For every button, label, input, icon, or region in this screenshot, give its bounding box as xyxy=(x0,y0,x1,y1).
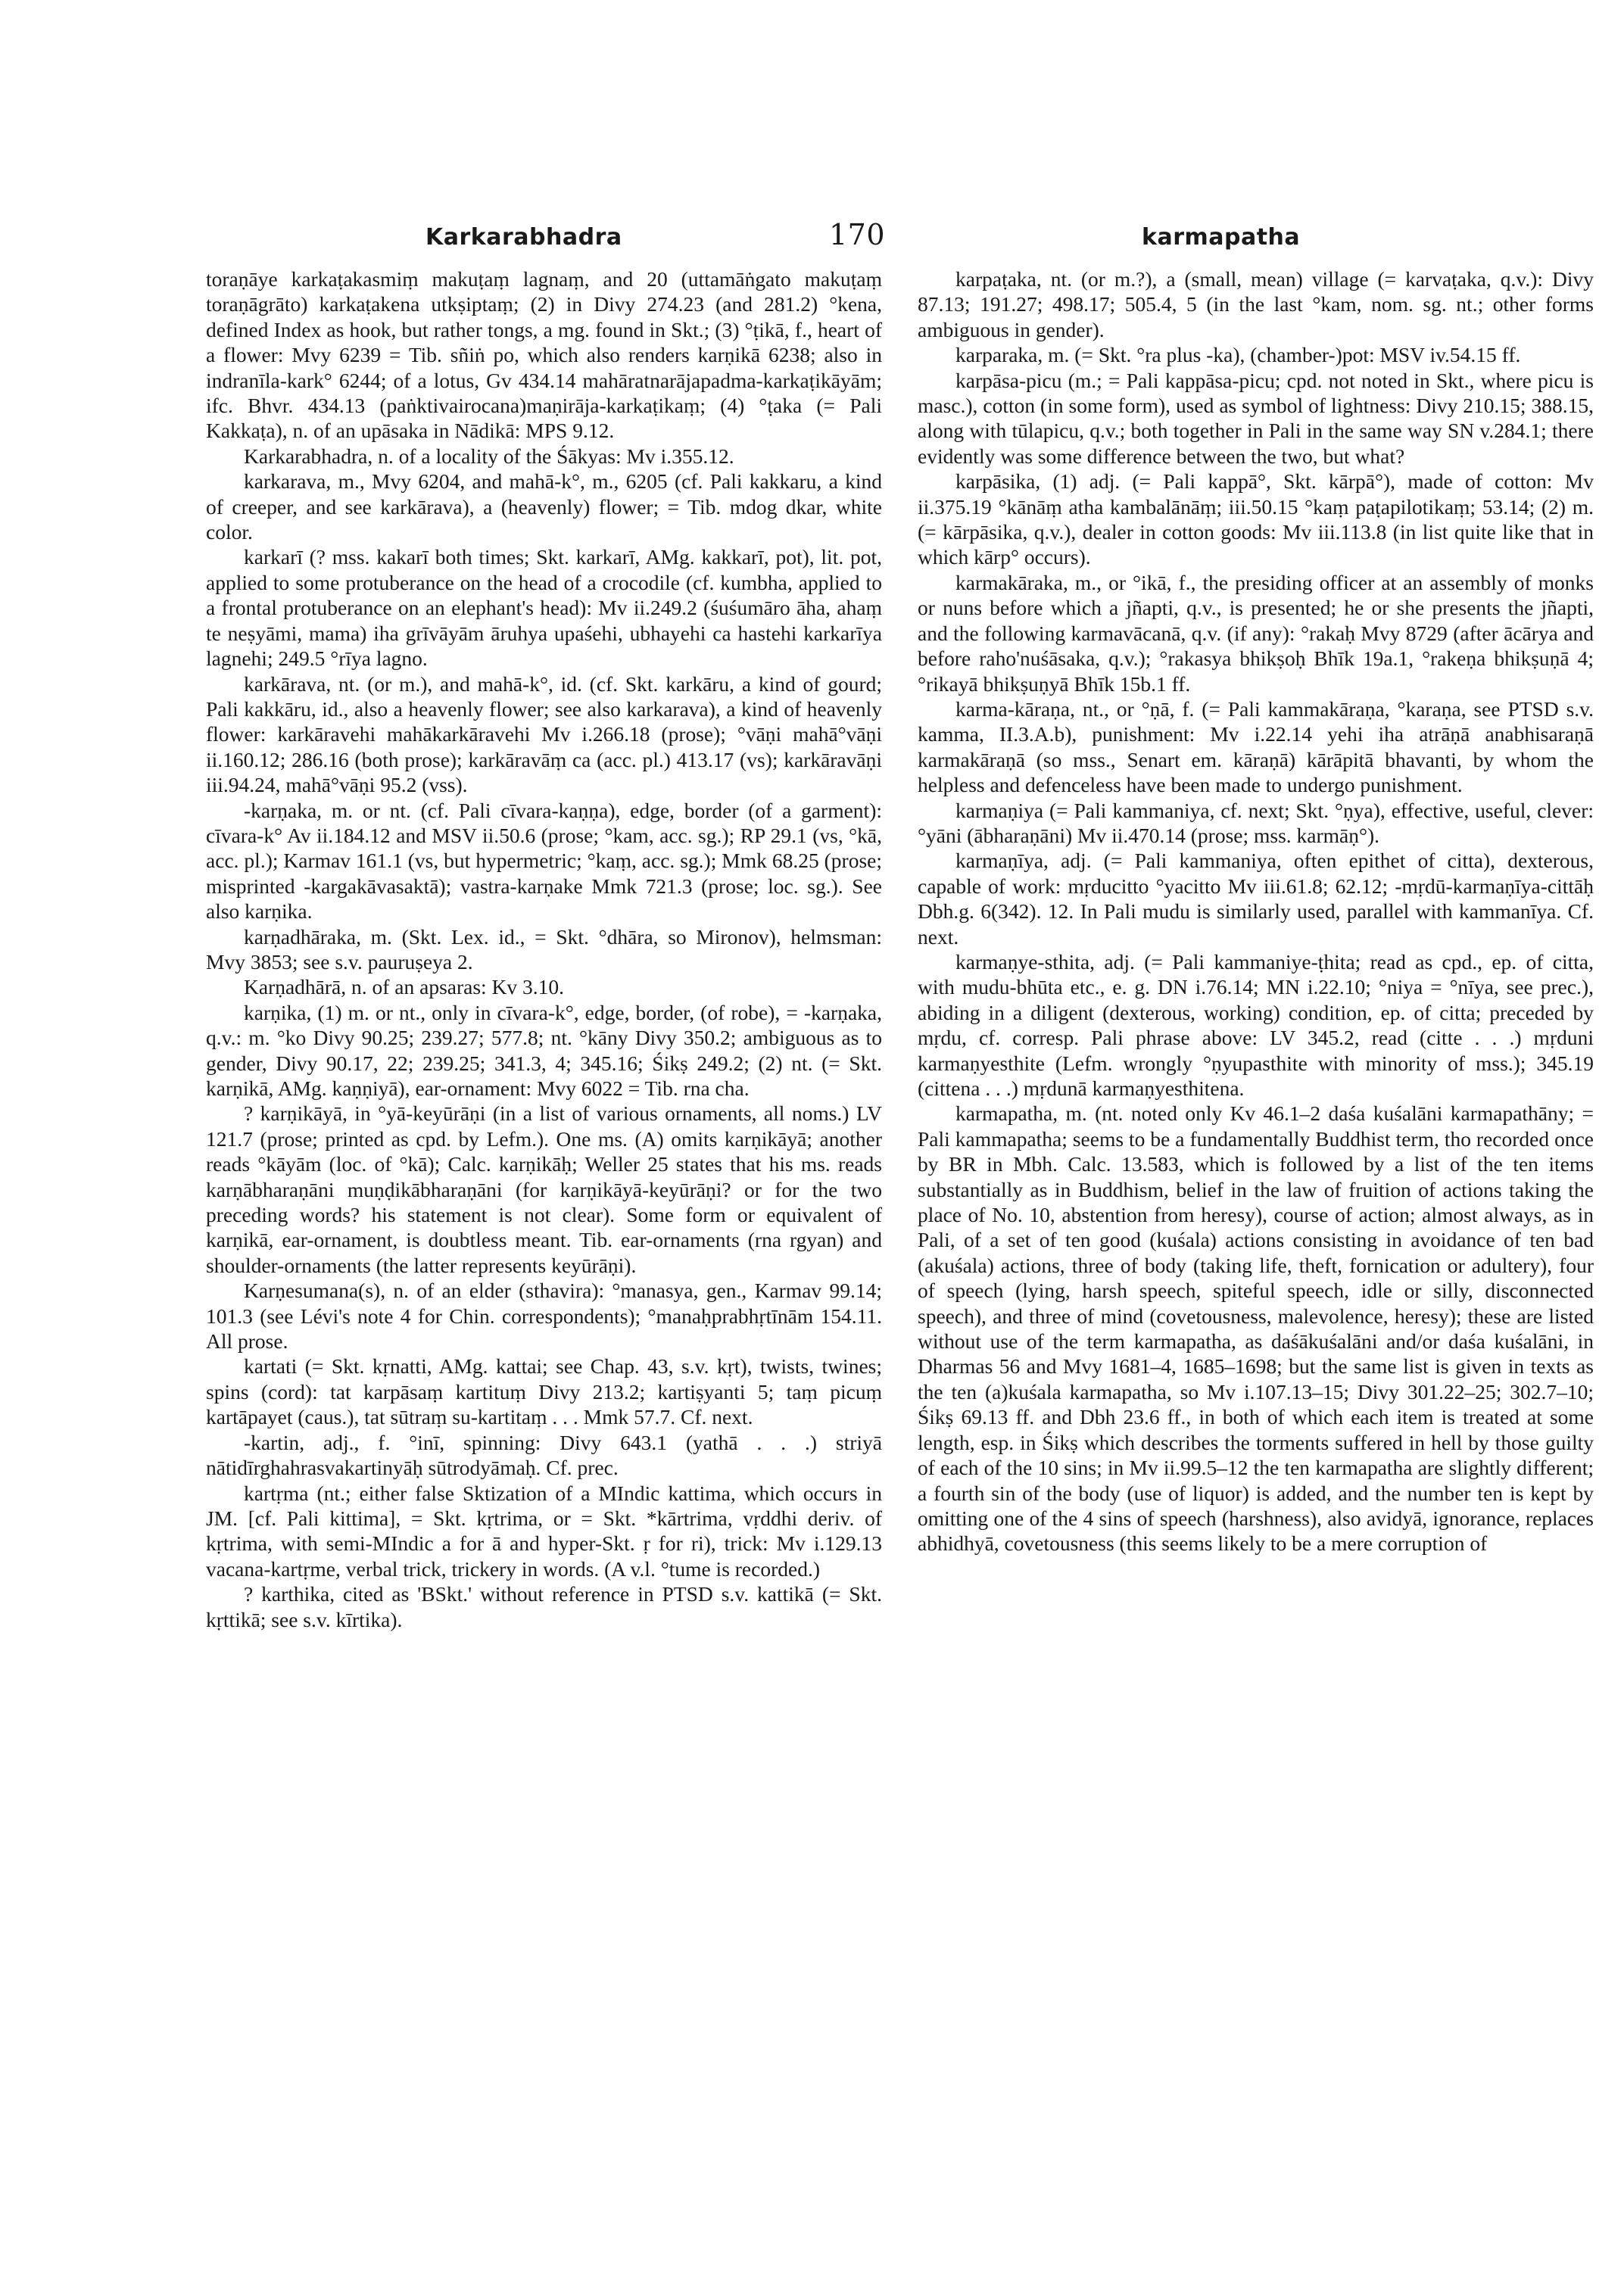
entry-karnadharaka: karṇadhāraka, m. (Skt. Lex. id., = Skt. °dhāra, so Mironov), helmsman: Mvy 3853; see s.v. pauruṣeya 2. xyxy=(206,924,882,974)
entry-kartin: -kartin, adj., f. °inī, spinning: Divy 643.1 (yathā . . .) striyā nātidīrghahrasvakartinyāḥ sūtrodyāmaḥ. Cf. prec. xyxy=(206,1430,882,1480)
entry-kartrma: kartṛma (nt.; either false Sktization of a MIndic kattima, which occurs in JM. [cf. Pali kittima], = Skt. kṛtrima, or = Skt. *kārtrima, vṛddhi deriv. of kṛtrima, with semi-MIndic a for ā and hyper-Skt. ṛ for ri), trick: Mv i.129.13 vacana-kartṛme, verbal trick, trickery in words. (A v.l. °tume is recorded.) xyxy=(206,1481,882,1581)
entry-karkari: karkarī (? mss. kakarī both times; Skt. karkarī, AMg. kakkarī, pot), lit. pot, applied to some protuberance on the head of a crocodile (cf. kumbha, applied to a frontal protuberance on an elephant's head): Mv ii.249.2 (śuśumāro āha, ahaṃ te neṣyāmi, mama) iha grīvāyām āruhya upaśehi, ubhayehi ca hastehi karkarīya lagnehi; 249.5 °rīya lagno. xyxy=(206,545,882,671)
entry-karpasa-picu: karpāsa-picu (m.; = Pali kappāsa-picu; cpd. not noted in Skt., where picu is masc.), cotton (in some form), used as symbol of lightness: Divy 210.15; 388.15, along with tūlapicu, q.v.; both together in Pali in the same way SN v.284.1; there evidently was some difference between the two, but what? xyxy=(918,368,1594,468)
entry-karparaka: karparaka, m. (= Skt. °ra plus -ka), (chamber-)pot: MSV iv.54.15 ff. xyxy=(955,343,1521,367)
entry-karnesumana: Karṇesumana(s), n. of an elder (sthavira): °manasya, gen., Karmav 99.14; 101.3 (see Lévi's note 4 for Chin. correspondents); °manaḥprabhṛtīnām 154.11. All prose. xyxy=(206,1279,882,1354)
running-head-right: karmapatha xyxy=(1142,224,1301,251)
entry-karmanye-sthita: karmaṇye-sthita, adj. (= Pali kammaniye-ṭhita; read as cpd., ep. of citta, with mudu-bhūta etc., e. g. DN i.76.14; MN i.22.10; °niya = °nīya, see prec.), abiding in a diligent (dexterous, working) condition, ep. of citta; preceded by mṛdu, cf. corresp. Pali phrase above: LV 345.2, read (citte . . .) mṛduni karmaṇyesthite (Lefm. wrongly °ṇyupasthite with minority of mss.); 345.19 (cittena . . .) mṛdunā karmaṇyesthitena. xyxy=(918,949,1594,1100)
entry-karkarava: karkarava, m., Mvy 6204, and mahā-k°, m., 6205 (cf. Pali kakkaru, a kind of creeper, and see karkārava), a (heavenly) flower; = Tib. mdog dkar, white color. xyxy=(206,469,882,544)
entry-karmakaraka: karmakāraka, m., or °ikā, f., the presiding officer at an assembly of monks or nuns before which a jñapti, q.v., is presented; he or she presents the jñapti, and the following karmavācanā, q.v. (if any): °rakaḥ Mvy 8729 (after ācārya and before raho'nuśāsaka, q.v.); °rakasya bhikṣoḥ Bhīk 19a.1, °rakeṇa bhikṣuṇā 4; °rikayā bhikṣuṇyā Bhīk 15b.1 ff. xyxy=(918,570,1594,696)
entry-continuation: toraṇāye karkaṭakasmiṃ makuṭaṃ lagnaṃ, and 20 (uttamāṅgato makuṭaṃ toraṇāgrāto) karkaṭakena utkṣiptaṃ; (2) in Divy 274.23 (and 281.2) °kena, defined Index as hook, but rather tongs, a mg. found in Skt.; (3) °ṭikā, f., heart of a flower: Mvy 6239 = Tib. sñiṅ po, which also renders karṇikā 6238; also in indranīla-kark° 6244; of a lotus, Gv 434.14 mahāratnarājapadma-karkaṭikāyām; ifc. Bhvr. 434.13 (paṅktivairocana)maṇirāja-karkaṭikaṃ; (4) °ṭaka (= Pali Kakkaṭa), n. of an upāsaka in Nādikā: MPS 9.12. xyxy=(206,267,882,443)
entry-karmaniiya: karmaṇīya, adj. (= Pali kammaniya, often epithet of citta), dexterous, capable of work: mṛducitto °yacitto Mv iii.61.8; 62.12; -mṛdū-karmaṇīya-cittāḥ Dbh.g. 6(342). 12. In Pali mudu is similarly used, parallel with kammanīya. Cf. next. xyxy=(918,849,1594,949)
entry-karnadhara: Karṇadhārā, n. of an apsaras: Kv 3.10. xyxy=(244,975,565,999)
entry-karthika: ? karthika, cited as 'BSkt.' without reference in PTSD s.v. kattikā (= Skt. kṛttikā; see s.v. kīrtika). xyxy=(206,1582,882,1631)
entry-karkarava-nt: karkārava, nt. (or m.), and mahā-k°, id. (cf. Skt. karkāru, a kind of gourd; Pali kakkāru, id., also a heavenly flower; see also karkarava), a kind of heavenly flower: karkāravehi mahākarkāravehi Mv i.266.18 (prose); °vāṇi mahā°vāṇi ii.160.12; 286.16 (both prose); karkāravāṃ ca (acc. pl.) 413.17 (vs); karkāravāṇi iii.94.24, mahā°vāṇi 95.2 (vss). xyxy=(206,671,882,797)
entry-karkarabhadra: Karkarabhadra, n. of a locality of the Śākyas: Mv i.355.12. xyxy=(244,444,734,468)
entry-karnika: karṇika, (1) m. or nt., only in cīvara-k°, edge, border, (of robe), = -karṇaka, q.v.: m. °ko Divy 90.25; 239.27; 577.8; nt. °kāny Divy 350.2; ambiguous as to gender, Divy 90.17, 22; 239.25; 341.3, 4; 345.16; Śikṣ 249.2; (2) nt. (= Skt. karṇikā, AMg. kaṇṇiyā), ear-ornament: Mvy 6022 = Tib. rna cha. xyxy=(206,1000,882,1100)
entry-karmaniya: karmaṇiya (= Pali kammaniya, cf. next; Skt. °ṇya), effective, useful, clever: °yāni (ābharaṇāni) Mv ii.470.14 (prose; mss. karmāṇ°). xyxy=(918,798,1594,847)
entry-karmapatha: karmapatha, m. (nt. noted only Kv 46.1–2 daśa kuśalāni karmapathāny; = Pali kammapatha; seems to be a fundamentally Buddhist term, tho recorded once by BR in Mbh. Calc. 13.583, which is followed by a list of the ten items substantially as in Buddhism, belief in the law of fruition of actions taking the place of No. 10, abstention from heresy), course of action; almost always, as in Pali, of a set of ten good (kuśala) actions consisting in avoidance of ten bad (akuśala) actions, three of body (taking life, theft, fornication or adultery), four of speech (lying, harsh speech, spiteful speech, idle or silly, disconnected speech), and three of mind (covetousness, malevolence, heresy); these are listed without use of the term karmapatha, as daśākuśalāni and/or daśa kuśalāni, in Dharmas 56 and Mvy 1681–4, 1685–1698; but the same list is given in texts as the ten (a)kuśala karmapatha, so Mv i.107.13–15; Divy 301.22–25; 302.7–10; Śikṣ 69.13 ff. and Dbh 23.6 ff., in both of which each item is treated at some length, esp. in Śikṣ which describes the torments suffered in hell by those guilty of each of the 10 sins; in Mv ii.99.5–12 the ten karmapatha are slightly different; a fourth sin of the body (use of liquor) is added, and the number ten is kept by omitting one of the 4 sins of speech (harshness), also avidyā, ignorance, replaces abhidhyā, covetousness (this seems likely to be a mere corruption of xyxy=(918,1101,1594,1556)
entry-karma-karana: karma-kāraṇa, nt., or °ṇā, f. (= Pali kammakāraṇa, °karaṇa, see PTSD s.v. kamma, II.3.A.b), punishment: Mv i.22.14 yehi iha atrāṇā anabhisaraṇā karmakāraṇā (so mss., Senart em. kāraṇā) kārāpitā bhavanti, by whom the helpless and defenceless have been made to undergo punishment. xyxy=(918,696,1594,797)
entry-karnikaya: ? karṇikāyā, in °yā-keyūrāṇi (in a list of various ornaments, all noms.) LV 121.7 (prose; printed as cpd. by Lefm.). One ms. (A) omits karṇikāyā; another reads °kāyām (loc. of °kā); Calc. karṇikāḥ; Weller 25 states that his ms. reads karṇābharaṇāni muṇḍikābharaṇāni (for karṇikāyā-keyūrāṇi? or for the two preceding words? his statement is not clear). Some form or equivalent of karṇikā, ear-ornament, is doubtless meant. Tib. ear-ornaments (rna rgyan) and shoulder-ornaments (the latter represents keyūrāṇi). xyxy=(206,1101,882,1277)
running-head-left: Karkarabhadra xyxy=(425,224,622,251)
entry-karnaka: -karṇaka, m. or nt. (cf. Pali cīvara-kaṇṇa), edge, border (of a garment): cīvara-k° Av ii.184.12 and MSV ii.50.6 (prose; °kam, acc. sg.); RP 29.1 (vs, °kā, acc. pl.); Karmav 161.1 (vs, but hypermetric; °kaṃ, acc. sg.); Mmk 68.25 (prose; misprinted -kargakāvasaktā); vastra-karṇake Mmk 721.3 (prose; loc. sg.). See also karṇika. xyxy=(206,798,882,924)
right-column xyxy=(918,266,1594,1556)
page-number: 170 xyxy=(829,218,886,251)
entry-kartati: kartati (= Skt. kṛnatti, AMg. kattai; see Chap. 43, s.v. kṛt), twists, twines; spins (cord): tat karpāsaṃ kartituṃ Divy 213.2; kartiṣyanti 5; taṃ picuṃ kartāpayet (caus.), tat sūtraṃ su-kartitaṃ . . . Mmk 57.7. Cf. next. xyxy=(206,1354,882,1429)
left-column xyxy=(206,266,882,1632)
entry-karpataka: karpaṭaka, nt. (or m.?), a (small, mean) village (= karvaṭaka, q.v.): Divy 87.13; 191.27; 498.17; 505.4, 5 (in the last °kam, nom. sg. nt.; other forms ambiguous in gender). xyxy=(918,267,1594,341)
entry-karpasika: karpāsika, (1) adj. (= Pali kappā°, Skt. kārpā°), made of cotton: Mv ii.375.19 °kānāṃ atha kambalānāṃ; iii.50.15 °kaṃ paṭapilotikaṃ; 53.14; (2) m. (= kārpāsika, q.v.), dealer in cotton goods: Mv iii.113.8 (in list quite like that in which kārp° occurs). xyxy=(918,469,1594,569)
